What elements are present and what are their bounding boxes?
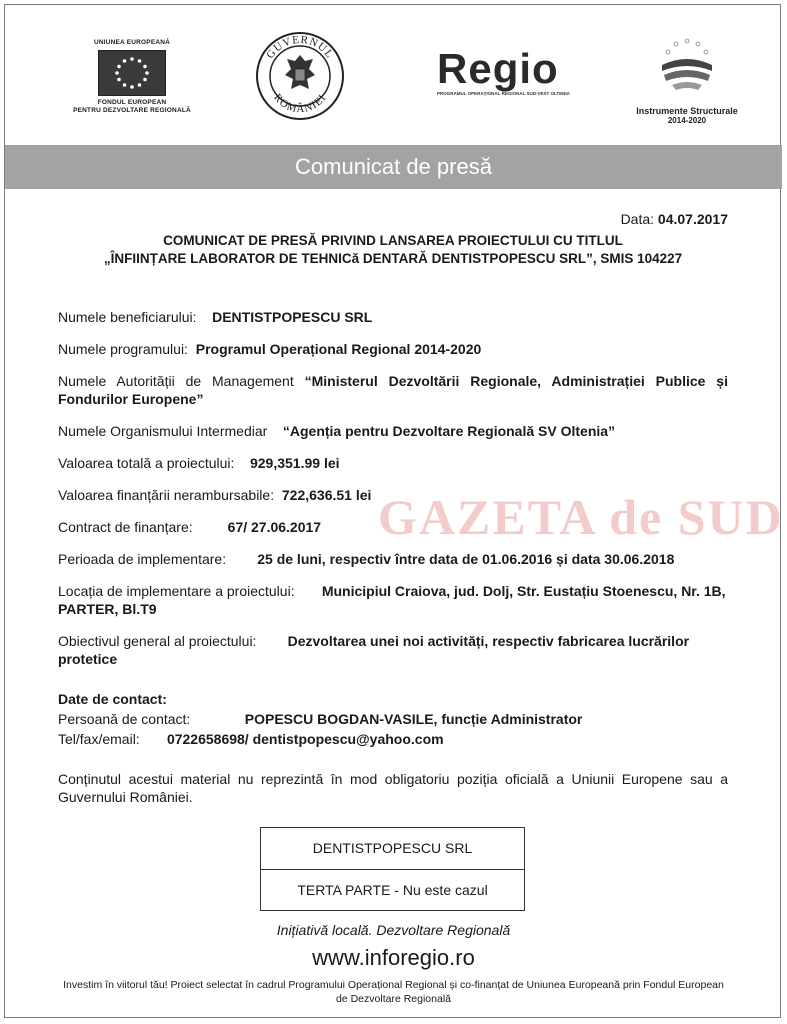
svg-text:ROMÂNIEI [271, 92, 329, 115]
logo-bar [5, 5, 780, 145]
eu-logo: UNIUNEA EUROPEANĂ FONDUL EUROPEAN PENTRU DEZVOLTARE REGIONALĂ [73, 39, 191, 114]
field-locatia: Locația de implementare a proiectului: Municipiul Craiova, jud. Dolj, Str. Eustațiu Stoenescu, Nr. 1B, PARTER, Bl.T9 [58, 583, 726, 617]
tagline: Inițiativă locală. Dezvoltare Regională [276, 922, 511, 938]
field-valoare-finantare: Valoarea finanțării nerambursabile: 722,636.51 lei [58, 487, 372, 503]
beneficiary-box [260, 827, 525, 911]
footnote: Investim în viitorul tău! Proiect selectat în cadrul Programului Operațional Regional și co-finanțat de Uniunea Europeană prin Fondul European de Dezvoltare Regională [63, 979, 724, 1005]
date-value: 04.07.2017 [657, 211, 728, 227]
gov-seal-bottom-text: ROMÂNIEI [271, 91, 329, 116]
field-perioada: Perioada de implementare: 25 de luni, respectiv între data de 01.06.2016 și data 30.06.2018 [58, 551, 675, 567]
contact-heading: Date de contact: [58, 691, 167, 707]
contact-tel-row: Tel/fax/email: 0722658698/ dentistpopescu@yahoo.com [58, 731, 444, 747]
title-line-1: COMUNICAT DE PRESĂ PRIVIND LANSAREA PROIECTULUI CU TITLUL [163, 233, 623, 248]
press-release-banner: Comunicat de presă [5, 145, 782, 189]
field-organism: Numele Organismului Intermediar “Agenția pentru Dezvoltare Regională SV Oltenia” [58, 423, 616, 439]
date-row [58, 210, 728, 228]
contact-person-row: Persoană de contact: POPESCU BOGDAN-VASILE, funcție Administrator [58, 711, 583, 727]
watermark-text: GAZETA de SUD [378, 489, 784, 545]
globe-stars-icon [652, 35, 722, 95]
eu-flag-icon [98, 50, 166, 96]
field-autoritate: Numele Autorității de Management “Ministerul Dezvoltării Regionale, Administrației Publice și Fondurilor Europene” [58, 373, 728, 407]
field-obiectiv: Obiectivul general al proiectului: Dezvoltarea unei noi activități, respectiv fabricarea lucrărilor protetice [58, 633, 690, 667]
box-row-beneficiary: DENTISTPOPESCU SRL [312, 840, 473, 856]
instrumente-structurale-logo: Instrumente Structurale 2014-2020 [627, 35, 747, 125]
document-title [58, 232, 728, 268]
box-row-third-party: TERTA PARTE - Nu este cazul [261, 869, 524, 911]
field-program: Numele programului: Programul Operațional Regional 2014-2020 [58, 341, 482, 357]
disclaimer-text: Conținutul acestui material nu reprezintă în mod obligatoriu poziția oficială a Uniunii Europene sau a Guvernului României. [58, 771, 728, 805]
website-link[interactable]: www.inforegio.ro [312, 945, 475, 970]
field-beneficiar: Numele beneficiarului: DENTISTPOPESCU SRL [58, 309, 373, 325]
field-valoare-totala: Valoarea totală a proiectului: 929,351.99 lei [58, 455, 340, 471]
regio-logo: Regio PROGRAMUL OPERAȚIONAL REGIONAL SUD-VEST OLTENIA [437, 45, 570, 96]
gov-seal-top-text: GUVERNUL [264, 33, 336, 61]
title-line-2: „ÎNFIINȚARE LABORATOR DE TEHNICă DENTARĂ DENTISTPOPESCU SRL”, SMIS 104227 [103, 251, 683, 266]
field-contract: Contract de finanțare: 67/ 27.06.2017 [58, 519, 322, 535]
main-content [58, 210, 728, 806]
government-seal-icon [255, 31, 345, 121]
date-label: Data: [620, 211, 658, 227]
